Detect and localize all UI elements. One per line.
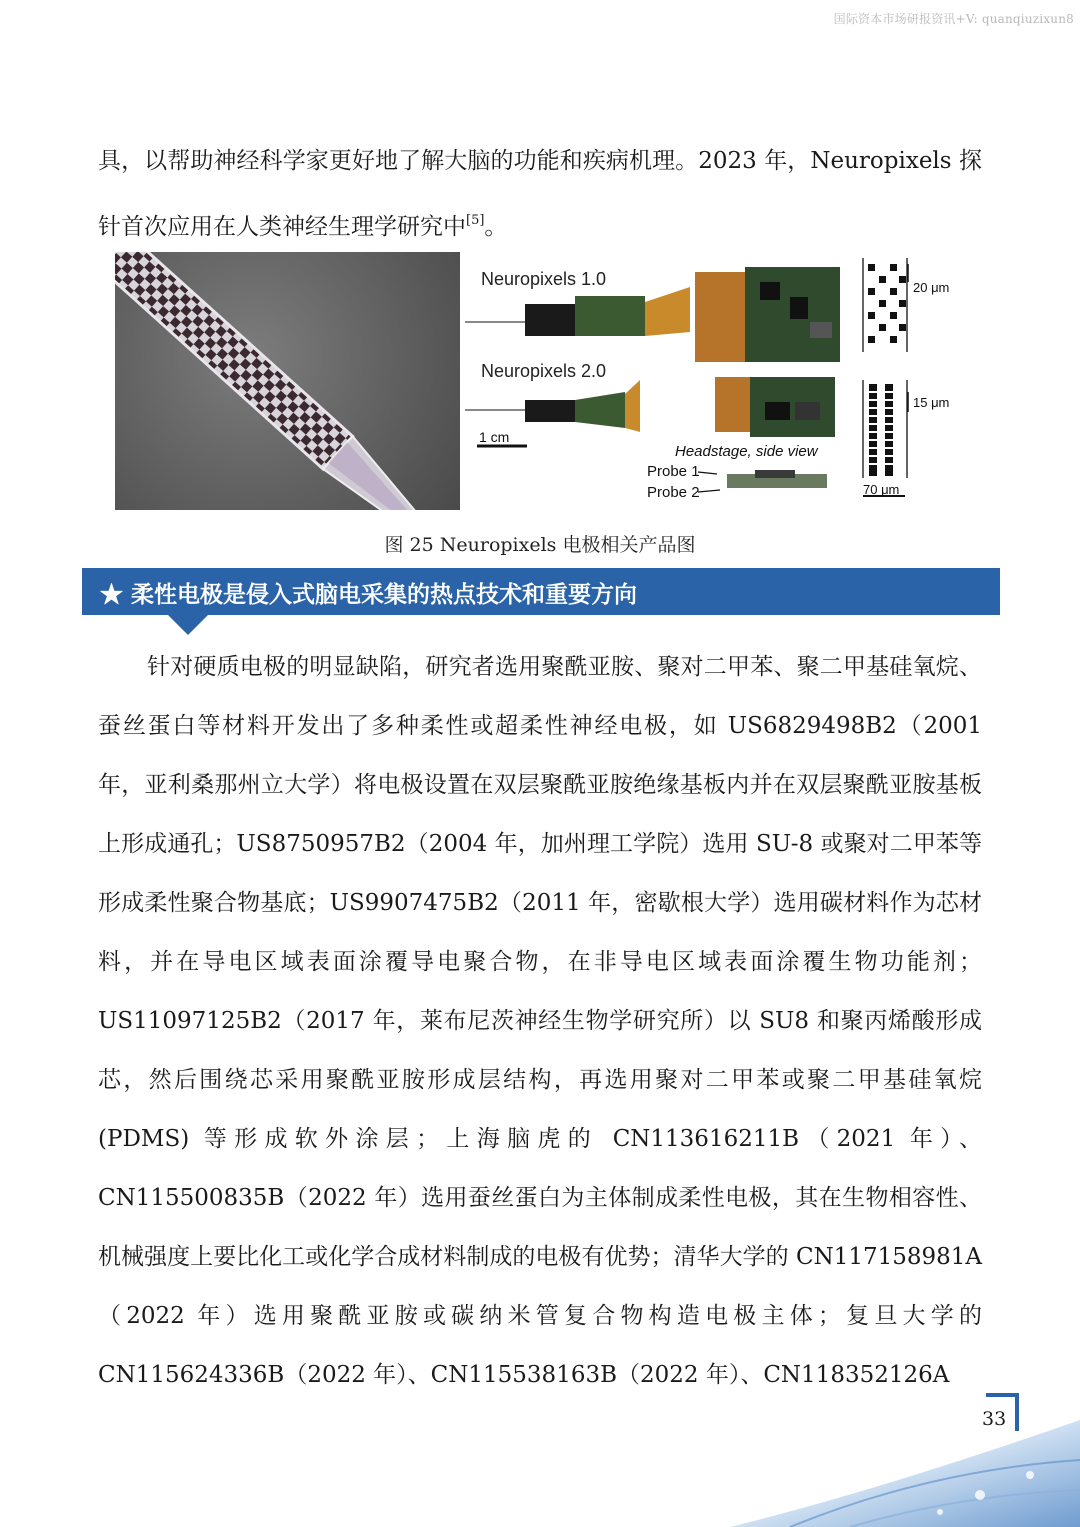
scale-15um-label: 15 μm [913, 395, 950, 410]
label-neuropixels-1: Neuropixels 1.0 [481, 269, 607, 289]
probe-2-label: Probe 2 [647, 484, 700, 501]
probe-shank-image [115, 252, 460, 510]
intro-paragraph: 具，以帮助神经科学家更好地了解大脑的功能和疾病机理。2023 年，Neuropixels 探针首次应用在人类神经生理学研究中[5]。 [98, 148, 982, 240]
probe-2-pcb [575, 392, 625, 428]
probe-2-base [525, 400, 575, 422]
section-banner [82, 568, 1000, 615]
figure-neuropixels [115, 252, 965, 512]
site-pattern-1 [868, 264, 906, 343]
banner-pointer [168, 615, 208, 635]
probe-photo [115, 252, 460, 510]
body-paragraph: 针对硬质电极的明显缺陷，研究者选用聚酰亚胺、聚对二甲苯、聚二甲基硅氧烷、蚕丝蛋白等材料开发出了多种柔性或超柔性神经电极，如 US6829498B2（2001 年，亚利桑那州立大学）将电极设置在双层聚酰亚胺绝缘基板内并在双层聚酰亚胺基板上形成通孔；US8750957B2（2004 年，加州理工学院）选用 SU-8 或聚对二甲苯等形成柔性聚合物基底；US9907475B2（2011 年，密歇根大学）选用碳材料作为芯材料，并在导电区域表面涂覆导电聚合物，在非导电区域表面涂覆生物功能剂；US11097125B2（2017 年，莱布尼茨神经生物学研究所）以 SU8 和聚丙烯酸形成芯，然后围绕芯采用聚酰亚胺形成层结构，再选用聚对二甲苯或聚二甲基硅氧烷 (PDMS) 等形成软外涂层；上海脑虎的 CN113616211B（2021 年）、CN115500835B（2022 年）选用蚕丝蛋白为主体制成柔性电极，其在生物相容性、机械强度上要比化工或化学合成材料制成的电极有优势；清华大学的 CN117158981A（2022 年）选用聚酰亚胺或碳纳米管复合物构造电极主体；复旦大学的 CN115624336B（2022 年）、CN115538163B（2022 年）、CN118352126A [98, 654, 982, 1388]
scale-20um-label: 20 μm [913, 280, 950, 295]
probe-1-flex [645, 287, 690, 336]
scale-1cm-label: 1 cm [479, 429, 510, 445]
page-number: 33 [982, 1408, 1007, 1430]
label-neuropixels-2: Neuropixels 2.0 [481, 361, 607, 381]
footer-decoration-image [730, 1400, 1080, 1527]
probe-1-label: Probe 1 [647, 463, 700, 480]
reference-marker[interactable]: [5] [466, 213, 485, 228]
headstage-label: Headstage, side view [675, 443, 818, 460]
section-title: ★ 柔性电极是侵入式脑电采集的热点技术和重要方向 [100, 581, 638, 608]
neuropixels-diagram [465, 252, 965, 512]
figure-caption: 图 25 Neuropixels 电极相关产品图 [384, 534, 696, 556]
watermark: 国际资本市场研报资讯+V: quanqiuzixun8 [833, 12, 1074, 26]
probe-1-pcb [575, 296, 645, 336]
scale-70um-label: 70 μm [863, 482, 900, 497]
site-pattern-2 [869, 384, 893, 476]
probe-2-flex [715, 377, 750, 432]
headstage-2 [750, 377, 835, 437]
